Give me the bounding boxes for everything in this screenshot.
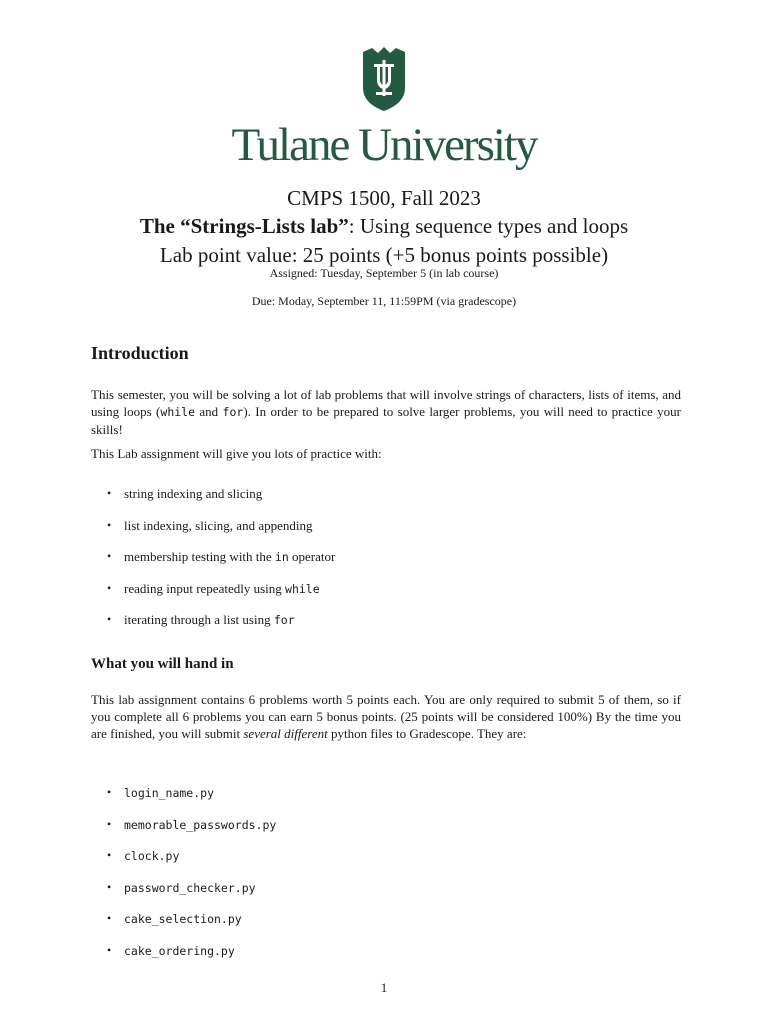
list-item-text: string indexing and slicing: [124, 486, 263, 501]
intro-paragraph: [91, 386, 681, 438]
file-list: [91, 784, 276, 973]
list-item-text: iterating through a list using: [124, 612, 274, 627]
file-name: password_checker.py: [124, 880, 256, 895]
list-item-code: in: [274, 550, 289, 564]
list-item: [91, 580, 335, 612]
intro-text-3: ). In order to be prepared to solve larger problems, you will need to practice your skills!: [91, 404, 681, 437]
list-item-text: operator: [288, 549, 336, 564]
university-wordmark: Tulane University: [231, 119, 537, 171]
hand-in-emphasis: several different: [243, 726, 328, 741]
lab-title-rest: : Using sequence types and loops: [348, 214, 629, 238]
hand-in-text-2: python files to Gradescope. They are:: [327, 726, 527, 741]
practice-intro: This Lab assignment will give you lots of practice with:: [91, 446, 382, 461]
university-logo: [0, 46, 768, 112]
list-item-text: list indexing, slicing, and appending: [124, 517, 313, 533]
list-item: [91, 548, 335, 580]
page-number: 1: [380, 980, 388, 995]
file-item: [91, 879, 276, 911]
course-title: CMPS 1500, Fall 2023: [287, 186, 481, 210]
list-item-code: while: [285, 581, 320, 596]
intro-text-2: and: [195, 404, 223, 419]
assigned-date: Assigned: Tuesday, September 5 (in lab course): [269, 266, 499, 280]
list-item: [91, 611, 335, 643]
file-item: [91, 784, 276, 816]
list-item-code: for: [273, 613, 295, 627]
tulane-shield-icon: [361, 46, 407, 112]
file-item: [91, 942, 276, 974]
hand-in-heading: What you will hand in: [91, 656, 234, 672]
list-item: [91, 485, 335, 517]
introduction-heading: Introduction: [91, 343, 189, 363]
hand-in-paragraph: [91, 691, 681, 742]
practice-list: [91, 485, 335, 643]
lab-title-bold: The “Strings-Lists lab”: [139, 214, 349, 238]
code-while: while: [160, 405, 196, 419]
list-item-text: reading input repeatedly using: [124, 580, 286, 596]
file-name: login_name.py: [124, 786, 215, 800]
file-name: cake_selection.py: [124, 912, 242, 926]
file-name: clock.py: [124, 849, 180, 863]
point-value: Lab point value: 25 points (+5 bonus points possible): [159, 243, 609, 267]
hand-in-text-1: This lab assignment contains 6 problems worth 5 points each. You are only required to submit 5 of them, so if you complete all 6 problems you can earn 5 bonus points. (25 points will be considered 100%) By the time you are finished, you will submit: [91, 692, 681, 741]
file-name: memorable_passwords.py: [124, 817, 277, 832]
code-for: for: [222, 405, 244, 419]
due-date: Due: Moday, September 11, 11:59PM (via gradescope): [251, 294, 517, 308]
file-item: [91, 847, 276, 879]
list-item-text: membership testing with the: [124, 549, 275, 564]
list-item: [91, 517, 335, 549]
file-item: [91, 816, 276, 848]
intro-text-1: This semester, you will be solving a lot of lab problems that will involve strings of characters, lists of items, and using loops (: [91, 387, 681, 419]
file-name: cake_ordering.py: [124, 943, 235, 958]
lab-title: [0, 214, 768, 239]
file-item: [91, 910, 276, 942]
